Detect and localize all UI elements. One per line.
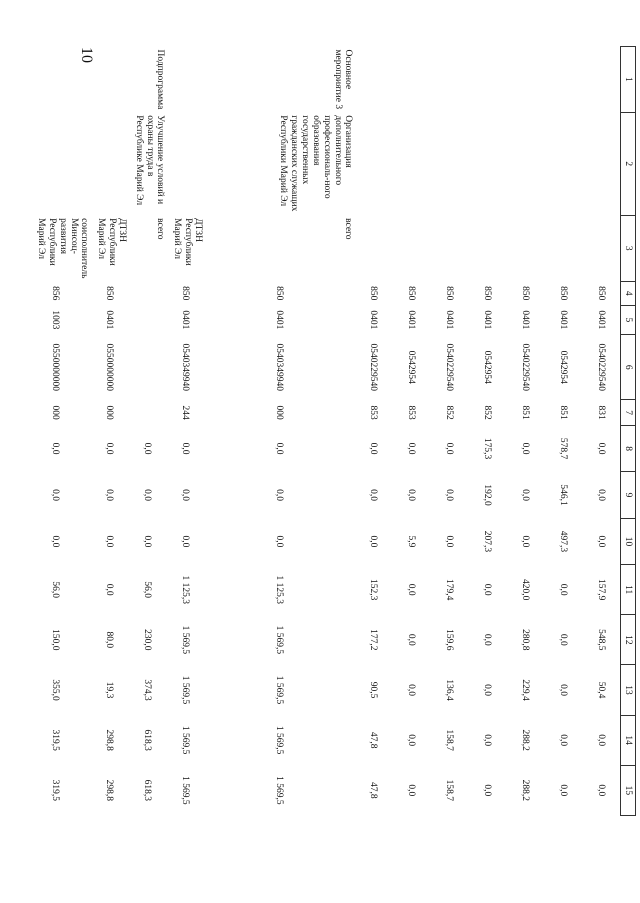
- cell-col-1: [21, 47, 91, 113]
- cell-col-3: ДТЗН Республики Марий Эл: [95, 218, 128, 266]
- cell-col-13: 0,0: [482, 684, 493, 696]
- cell-col-10: 0,0: [274, 535, 285, 548]
- cell-col-1: [583, 47, 621, 113]
- column-header-15: 15: [621, 765, 636, 815]
- cell-col-6: 0540349940: [180, 343, 191, 391]
- page-number: 10: [78, 47, 95, 63]
- cell-col-5: 0401: [444, 310, 455, 330]
- cell-col-12: 280,8: [520, 629, 531, 651]
- cell-col-7: 000: [50, 405, 61, 420]
- cell-col-6: 0542954: [406, 350, 417, 384]
- cell-col-6: 0550000000: [50, 343, 61, 391]
- cell-col-8: 0,0: [596, 442, 607, 455]
- cell-col-4: 850: [368, 286, 379, 301]
- table-row: [355, 47, 393, 816]
- cell-col-13: 0,0: [406, 684, 417, 696]
- cell-col-7: 852: [482, 405, 493, 420]
- column-header-8: 8: [621, 425, 636, 471]
- cell-col-1: [545, 47, 583, 113]
- cell-col-9: 0,0: [444, 489, 455, 501]
- cell-col-10: 0,0: [596, 535, 607, 548]
- cell-col-5: 0401: [558, 310, 569, 330]
- cell-col-4: 850: [180, 286, 191, 301]
- cell-col-8: 0,0: [520, 442, 531, 455]
- cell-col-8: 0,0: [142, 442, 153, 455]
- cell-col-3: [469, 215, 507, 281]
- column-header-13: 13: [621, 665, 636, 715]
- cell-col-5: 1003: [50, 310, 61, 330]
- cell-col-13: 355,0: [50, 679, 61, 701]
- cell-col-3: [583, 215, 621, 281]
- cell-col-1: [393, 47, 431, 113]
- cell-col-4: 850: [520, 286, 531, 301]
- cell-col-7: 831: [596, 405, 607, 420]
- cell-col-4: 850: [444, 286, 455, 301]
- cell-col-5: [129, 305, 167, 335]
- cell-col-9: 0,0: [142, 489, 153, 501]
- cell-col-5: 0401: [104, 310, 115, 330]
- table-row: [469, 47, 507, 816]
- cell-col-14: 0,0: [482, 734, 493, 747]
- cell-col-14: 0,0: [406, 734, 417, 747]
- cell-col-2: [545, 112, 583, 215]
- cell-col-12: 150,0: [50, 629, 61, 651]
- cell-col-5: 0401: [520, 310, 531, 330]
- cell-col-13: 50,4: [596, 681, 607, 699]
- table-row: [129, 47, 167, 816]
- cell-col-10: 0,0: [50, 535, 61, 548]
- cell-col-5: 0401: [596, 310, 607, 330]
- cell-col-3: ДТЗН Республики Марий Эл: [171, 218, 204, 266]
- column-header-14: 14: [621, 715, 636, 765]
- cell-col-1: [507, 47, 545, 113]
- table-row: [545, 47, 583, 816]
- cell-col-1: [469, 47, 507, 113]
- cell-col-1: [91, 47, 129, 113]
- cell-col-15: 0,0: [406, 784, 417, 797]
- cell-col-12: 159,6: [444, 629, 455, 651]
- cell-col-15: 0,0: [558, 784, 569, 797]
- cell-col-1: Подпрограмма: [155, 49, 166, 110]
- cell-col-13: 1 569,5: [180, 675, 191, 705]
- cell-col-12: 548,5: [596, 629, 607, 651]
- budget-table: [21, 46, 637, 816]
- cell-col-2: [507, 112, 545, 215]
- cell-col-3: всего: [155, 218, 166, 240]
- cell-col-13: 90,5: [368, 681, 379, 699]
- cell-col-15: 0,0: [482, 784, 493, 797]
- cell-col-11: 0,0: [406, 583, 417, 596]
- cell-col-11: 0,0: [558, 583, 569, 596]
- cell-col-2: [91, 112, 129, 215]
- cell-col-9: 0,0: [104, 489, 115, 501]
- cell-col-2: [21, 112, 91, 215]
- column-header-3: 3: [621, 215, 636, 281]
- cell-col-13: 374,3: [142, 679, 153, 701]
- cell-col-14: 0,0: [558, 734, 569, 747]
- cell-col-10: 0,0: [368, 535, 379, 548]
- cell-col-9: 0,0: [406, 489, 417, 501]
- cell-col-7: [129, 400, 167, 426]
- column-header-7: 7: [621, 400, 636, 426]
- cell-col-6: 0540229540: [444, 343, 455, 391]
- rotated-table-frame: [35, 46, 636, 816]
- cell-col-8: 0,0: [274, 442, 285, 455]
- cell-col-2: [355, 112, 393, 215]
- cell-col-5: 0401: [368, 310, 379, 330]
- cell-col-6: 0542954: [558, 350, 569, 384]
- cell-col-8: 0,0: [406, 442, 417, 455]
- cell-col-14: 319,5: [50, 729, 61, 751]
- cell-col-9: 0,0: [368, 489, 379, 501]
- table-row: [167, 47, 205, 816]
- cell-col-8: 0,0: [444, 442, 455, 455]
- cell-col-8: 0,0: [104, 442, 115, 455]
- cell-col-2: Улучшение условий и охраны труда в Республике Марий Эл: [133, 115, 166, 206]
- cell-col-3: всего: [343, 218, 354, 240]
- cell-col-8: 578,7: [558, 437, 569, 460]
- cell-col-5: 0401: [274, 310, 285, 330]
- cell-col-1: [167, 47, 205, 113]
- cell-col-8: 0,0: [368, 442, 379, 455]
- column-number-header-row: [621, 47, 636, 816]
- cell-col-2: [393, 112, 431, 215]
- column-header-10: 10: [621, 518, 636, 564]
- cell-col-3: [431, 215, 469, 281]
- cell-col-13: 0,0: [558, 684, 569, 696]
- column-header-5: 5: [621, 305, 636, 335]
- cell-col-4: 850: [482, 286, 493, 301]
- cell-col-15: 1 569,5: [180, 776, 191, 805]
- column-header-11: 11: [621, 565, 636, 615]
- cell-col-6: 0540229540: [520, 343, 531, 391]
- cell-col-15: 0,0: [596, 784, 607, 797]
- cell-col-6: 0540349940: [274, 343, 285, 391]
- cell-col-3: [393, 215, 431, 281]
- cell-col-15: 158,7: [444, 779, 455, 802]
- cell-col-8: 0,0: [50, 442, 61, 455]
- cell-col-9: 546,1: [558, 484, 569, 506]
- cell-col-7: 244: [180, 405, 191, 420]
- cell-col-14: 1 569,5: [274, 725, 285, 755]
- cell-col-10: 5,9: [406, 535, 417, 548]
- cell-col-6: 0542954: [482, 350, 493, 384]
- cell-col-5: 0401: [482, 310, 493, 330]
- cell-col-3: соисполнитель Минсоц-развития Республики Марий Эл: [35, 218, 90, 279]
- cell-col-11: 56,0: [142, 581, 153, 599]
- cell-col-15: 1 569,5: [274, 776, 285, 805]
- cell-col-4: 850: [558, 286, 569, 301]
- table-row: [21, 47, 91, 816]
- cell-col-14: 1 569,5: [180, 725, 191, 755]
- cell-col-7: 853: [368, 405, 379, 420]
- cell-col-1: [431, 47, 469, 113]
- cell-col-10: 497,3: [558, 530, 569, 553]
- cell-col-7: 851: [520, 405, 531, 420]
- cell-col-8: 175,3: [482, 437, 493, 460]
- cell-col-9: 0,0: [274, 489, 285, 501]
- cell-col-10: 207,3: [482, 530, 493, 553]
- cell-col-15: 47,8: [368, 782, 379, 799]
- cell-col-14: 158,7: [444, 729, 455, 751]
- cell-col-4: 856: [50, 286, 61, 301]
- table-row: [431, 47, 469, 816]
- cell-col-14: 47,8: [368, 731, 379, 749]
- cell-col-9: 0,0: [50, 489, 61, 501]
- cell-col-2: [469, 112, 507, 215]
- cell-col-9: 0,0: [180, 489, 191, 501]
- cell-col-11: 152,3: [368, 579, 379, 601]
- cell-col-1: Основное мероприятие 3: [332, 49, 354, 110]
- cell-col-12: 0,0: [558, 633, 569, 646]
- column-header-2: 2: [621, 112, 636, 215]
- cell-col-3: [507, 215, 545, 281]
- cell-col-11: 420,0: [520, 579, 531, 601]
- cell-col-11: 179,4: [444, 579, 455, 601]
- cell-col-1: [355, 47, 393, 113]
- cell-col-2: [167, 112, 205, 215]
- cell-col-15: 618,3: [142, 779, 153, 802]
- cell-col-10: 0,0: [142, 535, 153, 548]
- cell-col-13: 229,4: [520, 679, 531, 701]
- cell-col-14: 618,3: [142, 729, 153, 751]
- cell-col-13: 1 569,5: [274, 675, 285, 705]
- cell-col-12: 230,0: [142, 629, 153, 651]
- table-body: [21, 47, 621, 816]
- cell-col-14: 298,8: [104, 729, 115, 751]
- cell-col-10: 0,0: [104, 535, 115, 548]
- cell-col-6: 0540229540: [368, 343, 379, 391]
- column-header-12: 12: [621, 615, 636, 665]
- cell-col-4: 850: [406, 286, 417, 301]
- table-row: [91, 47, 129, 816]
- cell-col-2: [583, 112, 621, 215]
- cell-col-13: 19,3: [104, 681, 115, 699]
- cell-col-14: 288,2: [520, 729, 531, 751]
- cell-col-7: 851: [558, 405, 569, 420]
- cell-col-10: 0,0: [444, 535, 455, 548]
- cell-col-12: 1 569,5: [274, 625, 285, 655]
- cell-col-12: 0,0: [406, 633, 417, 646]
- cell-col-4: 850: [596, 286, 607, 301]
- cell-col-6: 0550000000: [104, 343, 115, 391]
- cell-col-7: 000: [274, 405, 285, 420]
- column-header-9: 9: [621, 472, 636, 518]
- cell-col-11: 56,0: [50, 581, 61, 599]
- cell-col-11: 0,0: [482, 583, 493, 596]
- cell-col-14: 0,0: [596, 734, 607, 747]
- cell-col-9: 192,0: [482, 484, 493, 506]
- cell-col-11: 1 125,3: [274, 575, 285, 604]
- cell-col-12: 177,2: [368, 629, 379, 651]
- cell-col-5: 0401: [180, 310, 191, 330]
- cell-col-4: [129, 281, 167, 305]
- cell-col-11: 157,9: [596, 579, 607, 601]
- cell-col-2: [431, 112, 469, 215]
- table-row: [205, 47, 355, 816]
- cell-col-15: 319,5: [50, 779, 61, 802]
- table-row: [393, 47, 431, 816]
- cell-col-7: 000: [104, 405, 115, 420]
- cell-col-12: 0,0: [482, 633, 493, 646]
- table-row: [507, 47, 545, 816]
- cell-col-12: 1 569,5: [180, 625, 191, 655]
- cell-col-3: [355, 215, 393, 281]
- cell-col-4: 850: [104, 286, 115, 301]
- cell-col-9: 0,0: [520, 489, 531, 501]
- column-header-1: 1: [621, 47, 636, 113]
- cell-col-10: 0,0: [180, 535, 191, 548]
- cell-col-7: 853: [406, 405, 417, 420]
- cell-col-9: 0,0: [596, 489, 607, 501]
- cell-col-6: [129, 335, 167, 400]
- column-header-4: 4: [621, 281, 636, 305]
- column-header-6: 6: [621, 335, 636, 400]
- cell-col-10: 0,0: [520, 535, 531, 548]
- cell-col-12: 80,0: [104, 631, 115, 649]
- cell-col-15: 288,2: [520, 779, 531, 802]
- cell-col-13: 136,4: [444, 679, 455, 701]
- cell-col-2: Организация дополнительного профессиональ-ного образования государственных гражданских служащих Республики Марий Эл: [277, 115, 354, 212]
- cell-col-6: 0540229540: [596, 343, 607, 391]
- cell-col-15: 298,8: [104, 779, 115, 802]
- cell-col-8: 0,0: [180, 442, 191, 455]
- cell-col-7: 852: [444, 405, 455, 420]
- cell-col-3: [545, 215, 583, 281]
- cell-col-11: 1 125,3: [180, 575, 191, 604]
- cell-col-5: 0401: [406, 310, 417, 330]
- cell-col-11: 0,0: [104, 583, 115, 596]
- table-row: [583, 47, 621, 816]
- cell-col-4: 850: [274, 286, 285, 301]
